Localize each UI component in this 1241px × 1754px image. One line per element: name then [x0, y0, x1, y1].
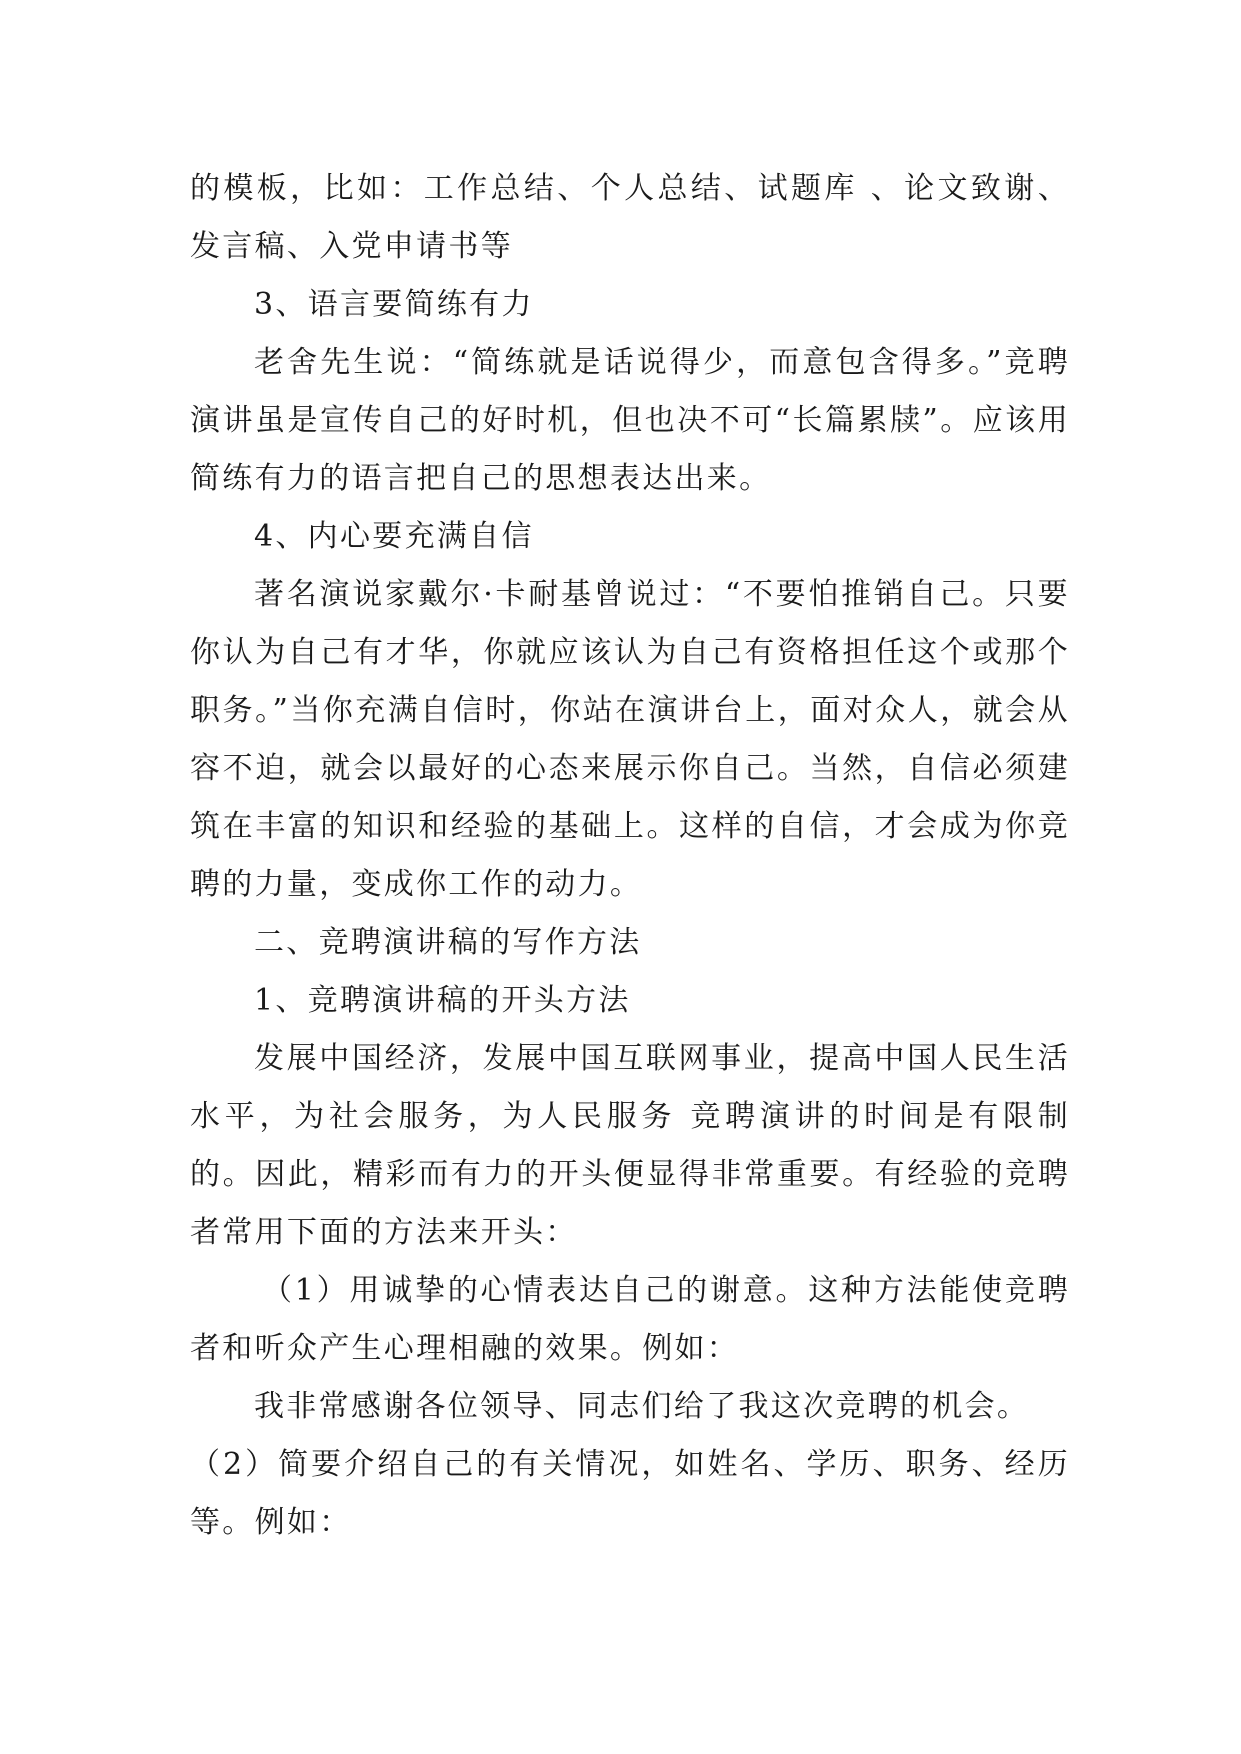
paragraph-template-examples: 的模板，比如：工作总结、个人总结、试题库 、论文致谢、发言稿、入党申请书等 [190, 171, 1070, 264]
document-body [190, 160, 1070, 1552]
heading-writing-methods: 二、竞聘演讲稿的写作方法 [254, 925, 642, 960]
heading-self-confidence: 4、内心要充满自信 [254, 519, 534, 554]
paragraph-lao-she-quote: 老舍先生说：“简练就是话说得少，而意包含得多。”竞聘演讲虽是宣传自己的好时机，但也决不可“长篇累牍”。应该用简练有力的语言把自己的思想表达出来。 [190, 345, 1070, 496]
paragraph-method-gratitude: （1）用诚挚的心情表达自己的谢意。这种方法能使竞聘者和听众产生心理相融的效果。例如： [190, 1273, 1070, 1366]
heading-opening-methods: 1、竞聘演讲稿的开头方法 [254, 983, 631, 1018]
paragraph-carnegie-quote: 著名演说家戴尔·卡耐基曾说过：“不要怕推销自己。只要你认为自己有才华，你就应该认为自己有资格担任这个或那个职务。”当你充满自信时，你站在演讲台上，面对众人，就会从容不迫，就会以最好的心态来展示你自己。当然，自信必须建筑在丰富的知识和经验的基础上。这样的自信，才会成为你竞聘的力量，变成你工作的动力。 [190, 577, 1070, 902]
paragraph-opening-importance: 发展中国经济，发展中国互联网事业，提高中国人民生活水平，为社会服务，为人民服务 竞聘演讲的时间是有限制的。因此，精彩而有力的开头便显得非常重要。有经验的竞聘者常用下面的方法来开头： [190, 1041, 1070, 1250]
paragraph-method-introduction: （2）简要介绍自己的有关情况，如姓名、学历、职务、经历等。例如： [190, 1447, 1070, 1540]
paragraph-gratitude-example: 我非常感谢各位领导、同志们给了我这次竞聘的机会。 [254, 1389, 1030, 1424]
heading-concise-language: 3、语言要简练有力 [254, 287, 534, 322]
